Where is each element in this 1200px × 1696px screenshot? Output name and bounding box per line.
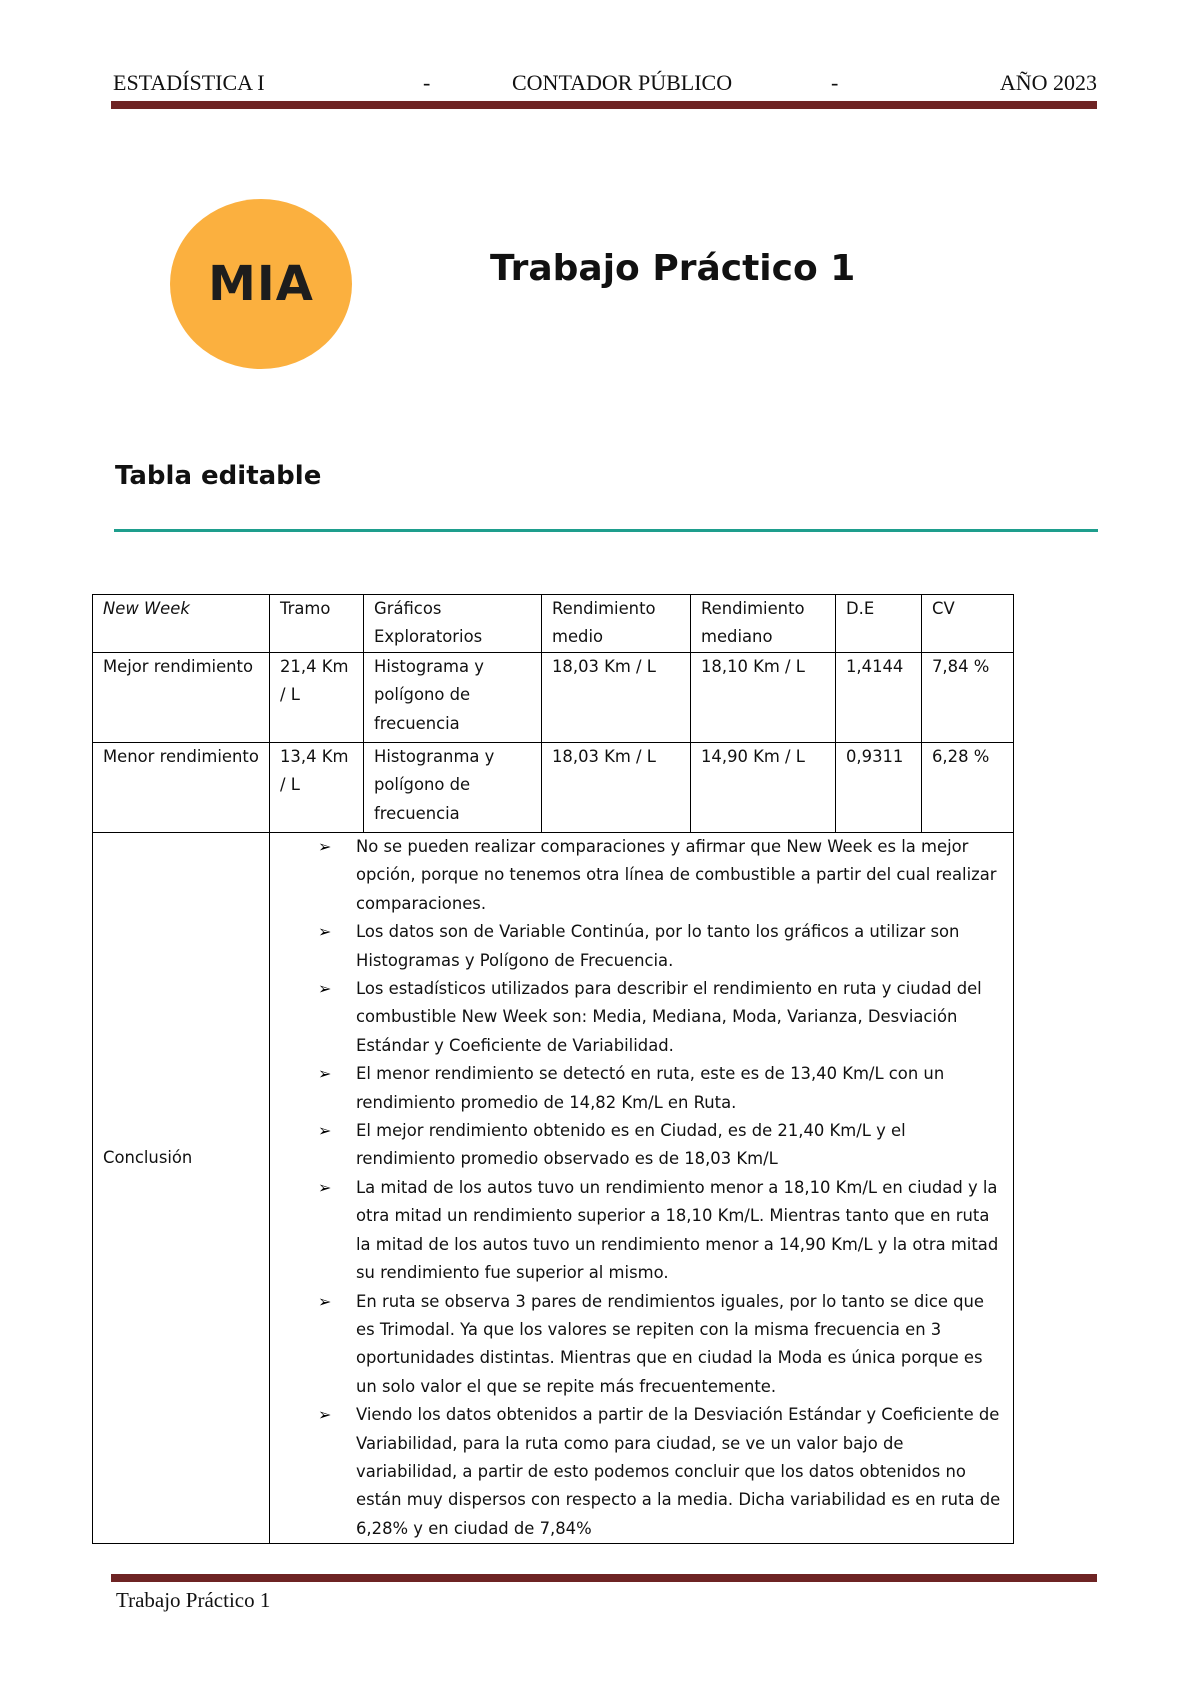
- table-cell: 18,03 Km / L: [542, 743, 691, 833]
- logo-text: MIA: [208, 256, 314, 312]
- table-cell: 0,9311: [836, 743, 922, 833]
- conclusion-text: En ruta se observa 3 pares de rendimientos iguales, por lo tanto se dice que es Trimodal. Ya que los valores se repiten con la misma frecuencia en 3 oportunidades distintas. Mientras que en ciudad la Moda es única porque es un solo valor el que se repite más frecuentemente.: [356, 1291, 985, 1396]
- table-cell: Histograma y polígono de frecuencia: [364, 653, 542, 743]
- section-title: Tabla editable: [115, 461, 322, 491]
- conclusion-label: Conclusión: [93, 833, 270, 1544]
- table-cell: 13,4 Km / L: [270, 743, 364, 833]
- header-course: ESTADÍSTICA I: [113, 70, 265, 95]
- table-header-row: [93, 595, 1014, 653]
- page-header: [113, 70, 1097, 100]
- list-item: [270, 975, 1003, 1060]
- list-item: [270, 1401, 1003, 1543]
- table-cell: 1,4144: [836, 653, 922, 743]
- arrowhead-bullet-icon: ➢: [318, 1291, 332, 1311]
- header-rule: [111, 101, 1097, 109]
- table-cell: 6,28 %: [922, 743, 1014, 833]
- table-cell: Histogranma y polígono de frecuencia: [364, 743, 542, 833]
- list-item: [270, 1288, 1003, 1402]
- header-year: AÑO 2023: [999, 70, 1097, 95]
- column-header: D.E: [836, 595, 922, 653]
- header-separator: -: [831, 70, 839, 95]
- table-row: [93, 743, 1014, 833]
- section-rule: [114, 529, 1098, 532]
- column-header: Rendimiento medio: [542, 595, 691, 653]
- conclusion-cell: [270, 833, 1014, 1544]
- list-item: [270, 1060, 1003, 1117]
- table-cell: 18,10 Km / L: [691, 653, 836, 743]
- conclusion-text: Los datos son de Variable Continúa, por lo tanto los gráficos a utilizar son Histogramas y Polígono de Frecuencia.: [356, 922, 960, 970]
- page-title: Trabajo Práctico 1: [490, 248, 856, 289]
- table-cell: Menor rendimiento: [93, 743, 270, 833]
- conclusion-text: No se pueden realizar comparaciones y afirmar que New Week es la mejor opción, porque no tenemos otra línea de combustible a partir del cual realizar comparaciones.: [356, 837, 997, 913]
- table-cell: Mejor rendimiento: [93, 653, 270, 743]
- conclusion-text: El menor rendimiento se detectó en ruta, este es de 13,40 Km/L con un rendimiento promedio de 14,82 Km/L en Ruta.: [356, 1064, 945, 1112]
- column-header: Gráficos Exploratorios: [364, 595, 542, 653]
- column-header: New Week: [93, 595, 270, 653]
- conclusion-text: El mejor rendimiento obtenido es en Ciudad, es de 21,40 Km/L y el rendimiento promedio observado es de 18,03 Km/L: [356, 1121, 906, 1169]
- conclusion-text: Los estadísticos utilizados para describir el rendimiento en ruta y ciudad del combustible New Week son: Media, Mediana, Moda, Varianza, Desviación Estándar y Coeficiente de Variabilidad.: [356, 979, 982, 1055]
- arrowhead-bullet-icon: ➢: [318, 837, 332, 856]
- conclusion-row: [93, 833, 1014, 1544]
- list-item: [270, 918, 1003, 975]
- footer-rule: [111, 1574, 1097, 1582]
- arrowhead-bullet-icon: ➢: [318, 1177, 332, 1197]
- table-cell: 18,03 Km / L: [542, 653, 691, 743]
- conclusion-list: [270, 833, 1009, 1543]
- conclusion-text: Viendo los datos obtenidos a partir de la Desviación Estándar y Coeficiente de Variabilidad, para la ruta como para ciudad, se ve un valor bajo de variabilidad, a partir de esto podemos concluir que los datos obtenidos no están muy dispersos con respecto a la media. Dicha variabilidad es en ruta de 6,28% y en ciudad de 7,84%: [356, 1405, 1001, 1538]
- arrowhead-bullet-icon: ➢: [318, 1121, 332, 1141]
- results-table: [92, 594, 1014, 1544]
- arrowhead-bullet-icon: ➢: [318, 922, 332, 942]
- column-header: CV: [922, 595, 1014, 653]
- table-cell: 7,84 %: [922, 653, 1014, 743]
- arrowhead-bullet-icon: ➢: [318, 979, 332, 999]
- mia-logo: [170, 199, 352, 369]
- arrowhead-bullet-icon: ➢: [318, 1064, 332, 1084]
- table-row: [93, 653, 1014, 743]
- page-footer: Trabajo Práctico 1: [116, 1588, 271, 1612]
- column-header: Rendimiento mediano: [691, 595, 836, 653]
- column-header: Tramo: [270, 595, 364, 653]
- list-item: [270, 833, 1003, 918]
- arrowhead-bullet-icon: ➢: [318, 1405, 332, 1425]
- table-cell: 14,90 Km / L: [691, 743, 836, 833]
- table-cell: 21,4 Km / L: [270, 653, 364, 743]
- list-item: [270, 1174, 1003, 1288]
- header-career: CONTADOR PÚBLICO: [512, 70, 733, 95]
- header-separator: -: [423, 70, 431, 95]
- conclusion-text: La mitad de los autos tuvo un rendimiento menor a 18,10 Km/L en ciudad y la otra mitad un rendimiento superior a 18,10 Km/L. Mientras tanto que en ruta la mitad de los autos tuvo un rendimiento menor a 14,90 Km/L y la otra mitad su rendimiento fue superior al mismo.: [356, 1177, 999, 1283]
- list-item: [270, 1117, 1003, 1174]
